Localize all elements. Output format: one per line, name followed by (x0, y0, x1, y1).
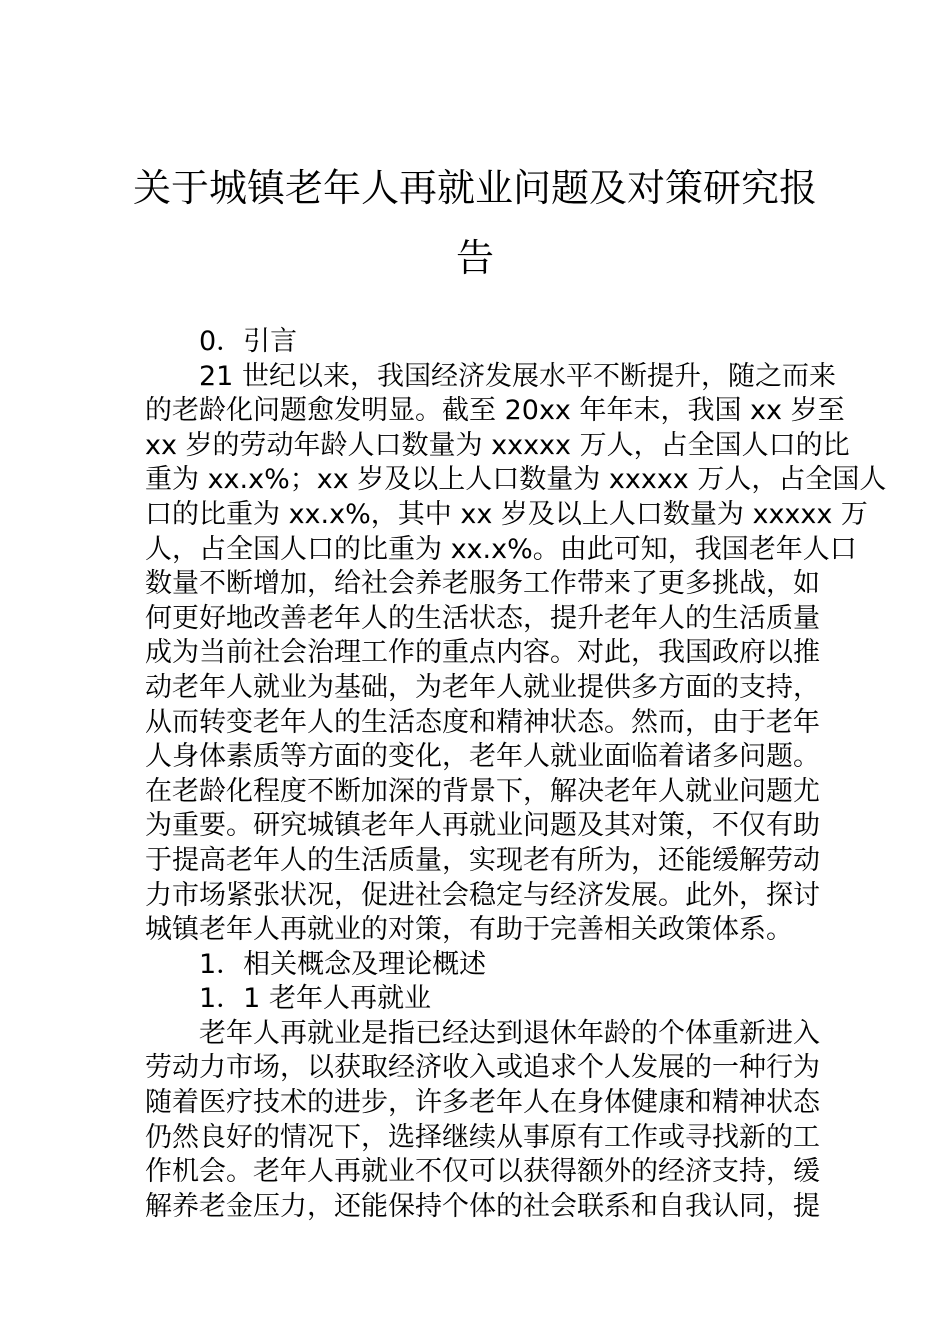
paragraph-line: 劳动力市场，以获取经济收入或追求个人发展的一种行为 (145, 1052, 820, 1084)
paragraph-line: 从而转变老年人的生活态度和精神状态。然而，由于老年 (145, 706, 820, 738)
paragraph-line: 于提高老年人的生活质量，实现老有所为，还能缓解劳动 (145, 844, 820, 876)
paragraph-line: 动老年人就业为基础，为老年人就业提供多方面的支持， (145, 671, 820, 703)
paragraph-line: 作机会。老年人再就业不仅可以获得额外的经济支持，缓 (145, 1156, 820, 1188)
paragraph-line: 口的比重为 xx.x%，其中 xx 岁及以上人口数量为 xxxxx 万 (145, 498, 868, 530)
paragraph-line: 仍然良好的情况下，选择继续从事原有工作或寻找新的工 (145, 1121, 820, 1153)
document-title-line-1: 关于城镇老年人再就业问题及对策研究报 (132, 166, 817, 210)
paragraph-line: 何更好地改善老年人的生活状态，提升老年人的生活质量 (145, 602, 820, 634)
paragraph-line: 为重要。研究城镇老年人再就业问题及其对策，不仅有助 (145, 810, 820, 842)
paragraph-line: xx 岁的劳动年龄人口数量为 xxxxx 万人，占全国人口的比 (145, 429, 850, 461)
paragraph-line: 城镇老年人再就业的对策，有助于完善相关政策体系。 (145, 914, 793, 946)
document-body (145, 325, 887, 1224)
paragraph-line: 人身体素质等方面的变化，老年人就业面临着诸多问题。 (145, 741, 820, 773)
paragraph-line: 的老龄化问题愈发明显。截至 20xx 年年末，我国 xx 岁至 (145, 395, 845, 427)
paragraph-line: 成为当前社会治理工作的重点内容。对此，我国政府以推 (145, 637, 820, 669)
paragraph-line: 21 世纪以来，我国经济发展水平不断提升，随之而来 (199, 360, 836, 392)
subsection-heading-reemployment: 1．1 老年人再就业 (199, 983, 431, 1015)
paragraph-line: 解养老金压力，还能保持个体的社会联系和自我认同，提 (145, 1190, 820, 1222)
section-heading-concepts: 1．相关概念及理论概述 (199, 948, 487, 980)
paragraph-line: 随着医疗技术的进步，许多老年人在身体健康和精神状态 (145, 1087, 820, 1119)
paragraph-line: 重为 xx.x%；xx 岁及以上人口数量为 xxxxx 万人，占全国人 (145, 464, 887, 496)
paragraph-line: 力市场紧张状况，促进社会稳定与经济发展。此外，探讨 (145, 879, 820, 911)
paragraph-line: 数量不断增加，给社会养老服务工作带来了更多挑战，如 (145, 568, 820, 600)
paragraph-line: 人，占全国人口的比重为 xx.x%。由此可知，我国老年人口 (145, 533, 857, 565)
paragraph-line: 老年人再就业是指已经达到退休年龄的个体重新进入 (199, 1017, 820, 1049)
section-heading-introduction: 0．引言 (199, 326, 298, 357)
paragraph-line: 在老龄化程度不断加深的背景下，解决老年人就业问题尤 (145, 775, 820, 807)
document-title-line-2: 告 (455, 236, 494, 280)
